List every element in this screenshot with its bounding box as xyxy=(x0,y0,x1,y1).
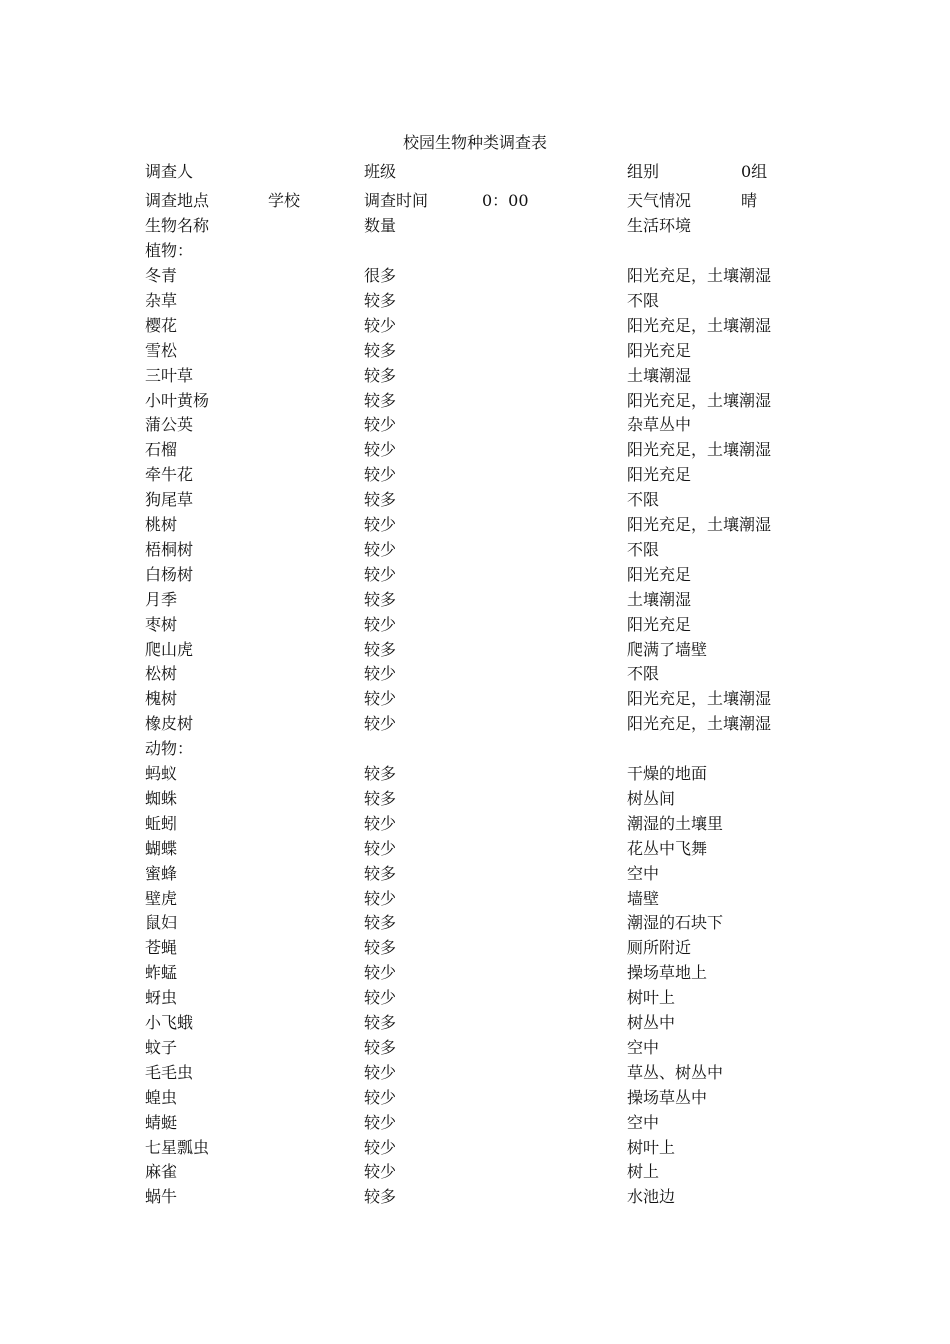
table-row xyxy=(0,487,950,512)
organism-habitat: 不限 xyxy=(627,664,660,684)
table-row xyxy=(0,388,950,413)
column-name-header: 生物名称 xyxy=(145,216,210,235)
organism-name: 蝗虫 xyxy=(145,1087,178,1107)
organism-quantity: 较多 xyxy=(364,589,397,609)
organism-habitat: 树叶上 xyxy=(627,988,676,1008)
organism-quantity: 较多 xyxy=(364,1013,397,1032)
table-row xyxy=(0,263,950,288)
organism-quantity: 较少 xyxy=(364,1087,397,1107)
organism-name: 冬青 xyxy=(145,266,178,285)
organism-habitat: 土壤潮湿 xyxy=(627,589,692,609)
plants-section-label xyxy=(0,238,950,263)
organism-name: 蜜蜂 xyxy=(145,863,178,883)
organism-quantity: 较少 xyxy=(364,415,397,435)
table-row xyxy=(0,1085,950,1110)
organism-habitat: 空中 xyxy=(627,863,660,883)
page-title: 校园生物种类调查表 xyxy=(402,133,547,152)
group-label: 组别 xyxy=(627,162,660,181)
organism-name: 鼠妇 xyxy=(145,913,178,933)
organism-name: 槐树 xyxy=(145,689,178,709)
group-value: 0组 xyxy=(741,162,768,181)
time-label: 调查时间 xyxy=(364,191,429,210)
organism-habitat: 阳光充足 xyxy=(627,340,692,360)
table-row xyxy=(0,537,950,562)
organism-name: 七星瓢虫 xyxy=(145,1137,210,1157)
organism-name: 小飞蛾 xyxy=(145,1013,194,1032)
table-row xyxy=(0,338,950,363)
organism-habitat: 树丛中 xyxy=(627,1013,676,1032)
table-row xyxy=(0,1010,950,1035)
organism-quantity: 较少 xyxy=(364,1137,397,1157)
organism-habitat: 潮湿的石块下 xyxy=(627,913,724,933)
header-row-location xyxy=(0,188,950,213)
table-row xyxy=(0,512,950,537)
organism-name: 石榴 xyxy=(145,440,178,460)
organism-habitat: 厕所附近 xyxy=(627,938,692,958)
organism-name: 壁虎 xyxy=(145,888,178,908)
organism-name: 蝴蝶 xyxy=(145,838,178,858)
organism-quantity: 较多 xyxy=(364,1037,397,1057)
organism-name: 蚊子 xyxy=(145,1037,178,1057)
animals-section-label xyxy=(0,736,950,761)
organism-habitat: 空中 xyxy=(627,1112,660,1132)
table-row xyxy=(0,1035,950,1060)
organism-name: 桃树 xyxy=(145,515,178,534)
organism-quantity: 较多 xyxy=(364,490,397,510)
table-row xyxy=(0,1110,950,1135)
table-row xyxy=(0,935,950,960)
organism-quantity: 较少 xyxy=(364,664,397,684)
organism-quantity: 较少 xyxy=(364,465,397,485)
table-row xyxy=(0,1060,950,1085)
table-row xyxy=(0,985,950,1010)
organism-name: 小叶黄杨 xyxy=(145,390,210,410)
organism-habitat: 阳光充足，土壤潮湿 xyxy=(627,266,772,285)
organism-habitat: 干燥的地面 xyxy=(627,764,708,783)
table-row xyxy=(0,637,950,662)
organism-habitat: 阳光充足，土壤潮湿 xyxy=(627,714,772,734)
organism-quantity: 较多 xyxy=(364,639,397,659)
organism-name: 樱花 xyxy=(145,315,178,335)
organism-habitat: 阳光充足，土壤潮湿 xyxy=(627,689,772,709)
organism-habitat: 阳光充足 xyxy=(627,614,692,634)
organism-habitat: 爬满了墙壁 xyxy=(627,639,708,659)
organism-name: 蜘蛛 xyxy=(145,788,178,808)
organism-habitat: 操场草丛中 xyxy=(627,1087,708,1107)
organism-quantity: 较少 xyxy=(364,564,397,584)
organism-quantity: 较多 xyxy=(364,788,397,808)
organism-habitat: 水池边 xyxy=(627,1187,676,1207)
organism-quantity: 较少 xyxy=(364,515,397,534)
table-row xyxy=(0,786,950,811)
organism-habitat: 花丛中飞舞 xyxy=(627,838,708,858)
table-row xyxy=(0,313,950,338)
organism-name: 橡皮树 xyxy=(145,714,194,734)
organism-quantity: 较多 xyxy=(364,863,397,883)
table-row xyxy=(0,363,950,388)
table-row xyxy=(0,612,950,637)
table-row xyxy=(0,1184,950,1209)
table-row xyxy=(0,910,950,935)
time-value: 0：00 xyxy=(482,191,529,210)
organism-name: 雪松 xyxy=(145,340,178,360)
table-row xyxy=(0,562,950,587)
table-row xyxy=(0,412,950,437)
organism-quantity: 较多 xyxy=(364,390,397,410)
organism-name: 蜗牛 xyxy=(145,1187,178,1207)
table-row xyxy=(0,960,950,985)
organism-habitat: 阳光充足，土壤潮湿 xyxy=(627,390,772,410)
organism-habitat: 空中 xyxy=(627,1037,660,1057)
table-row xyxy=(0,836,950,861)
organism-quantity: 较多 xyxy=(364,764,397,783)
table-row xyxy=(0,1135,950,1160)
organism-habitat: 阳光充足，土壤潮湿 xyxy=(627,315,772,335)
table-row xyxy=(0,886,950,911)
organism-name: 苍蝇 xyxy=(145,938,178,958)
weather-value: 晴 xyxy=(741,191,758,210)
table-row xyxy=(0,587,950,612)
column-header-row xyxy=(0,213,950,238)
organism-habitat: 阳光充足 xyxy=(627,564,692,584)
table-row xyxy=(0,711,950,736)
table-row xyxy=(0,811,950,836)
organism-quantity: 较少 xyxy=(364,539,397,559)
organism-habitat: 树丛间 xyxy=(627,788,676,808)
organism-quantity: 较多 xyxy=(364,290,397,310)
organism-name: 蜻蜓 xyxy=(145,1112,178,1132)
organism-name: 月季 xyxy=(145,589,178,609)
location-label: 调查地点 xyxy=(145,191,210,210)
organism-habitat: 阳光充足，土壤潮湿 xyxy=(627,515,772,534)
organism-quantity: 较少 xyxy=(364,963,397,983)
organism-name: 松树 xyxy=(145,664,178,684)
organism-name: 爬山虎 xyxy=(145,639,194,659)
table-row xyxy=(0,686,950,711)
organism-name: 杂草 xyxy=(145,290,178,310)
organism-habitat: 不限 xyxy=(627,490,660,510)
organism-habitat: 不限 xyxy=(627,290,660,310)
organism-quantity: 较少 xyxy=(364,614,397,634)
organism-habitat: 草丛、树丛中 xyxy=(627,1062,724,1082)
organism-habitat: 土壤潮湿 xyxy=(627,365,692,385)
organism-habitat: 阳光充足，土壤潮湿 xyxy=(627,440,772,460)
organism-name: 三叶草 xyxy=(145,365,194,385)
organism-quantity: 较少 xyxy=(364,1162,397,1182)
header-row-investigator xyxy=(0,159,950,184)
organism-quantity: 较少 xyxy=(364,813,397,833)
organism-name: 蚯蚓 xyxy=(145,813,178,833)
organism-name: 枣树 xyxy=(145,614,178,634)
column-habitat-header: 生活环境 xyxy=(627,216,692,235)
organism-quantity: 较少 xyxy=(364,1112,397,1132)
organism-name: 蚜虫 xyxy=(145,988,178,1008)
organism-habitat: 树上 xyxy=(627,1162,660,1182)
organism-quantity: 较多 xyxy=(364,938,397,958)
table-row xyxy=(0,1159,950,1184)
table-row xyxy=(0,861,950,886)
organism-habitat: 不限 xyxy=(627,539,660,559)
organism-quantity: 较多 xyxy=(364,340,397,360)
organism-quantity: 较少 xyxy=(364,988,397,1008)
organism-name: 蒲公英 xyxy=(145,415,194,435)
organism-name: 蚂蚁 xyxy=(145,764,178,783)
organism-habitat: 杂草丛中 xyxy=(627,415,692,435)
organism-name: 梧桐树 xyxy=(145,539,194,559)
organism-quantity: 较多 xyxy=(364,1187,397,1207)
weather-label: 天气情况 xyxy=(627,191,692,210)
table-row xyxy=(0,761,950,786)
organism-quantity: 较多 xyxy=(364,913,397,933)
table-row xyxy=(0,437,950,462)
organism-quantity: 较少 xyxy=(364,714,397,734)
organism-habitat: 操场草地上 xyxy=(627,963,708,983)
organism-habitat: 墙壁 xyxy=(627,888,660,908)
table-row xyxy=(0,288,950,313)
table-row xyxy=(0,462,950,487)
organism-quantity: 较少 xyxy=(364,838,397,858)
organism-name: 麻雀 xyxy=(145,1162,178,1182)
organism-quantity: 很多 xyxy=(364,266,397,285)
investigator-label: 调查人 xyxy=(145,162,194,181)
class-label: 班级 xyxy=(364,162,397,181)
organism-name: 白杨树 xyxy=(145,564,194,584)
organism-name: 狗尾草 xyxy=(145,490,194,510)
organism-habitat: 阳光充足 xyxy=(627,465,692,485)
organism-quantity: 较少 xyxy=(364,689,397,709)
organism-name: 毛毛虫 xyxy=(145,1062,194,1082)
table-row xyxy=(0,661,950,686)
column-quantity-header: 数量 xyxy=(364,216,397,235)
organism-quantity: 较少 xyxy=(364,440,397,460)
animals-label: 动物： xyxy=(145,739,194,758)
organism-quantity: 较多 xyxy=(364,365,397,385)
organism-quantity: 较少 xyxy=(364,888,397,908)
location-value: 学校 xyxy=(268,191,301,210)
organism-name: 蚱蜢 xyxy=(145,963,178,983)
organism-quantity: 较少 xyxy=(364,315,397,335)
organism-quantity: 较少 xyxy=(364,1062,397,1082)
organism-habitat: 潮湿的土壤里 xyxy=(627,813,724,833)
plants-label: 植物： xyxy=(145,241,194,260)
organism-habitat: 树叶上 xyxy=(627,1137,676,1157)
organism-name: 牵牛花 xyxy=(145,465,194,485)
